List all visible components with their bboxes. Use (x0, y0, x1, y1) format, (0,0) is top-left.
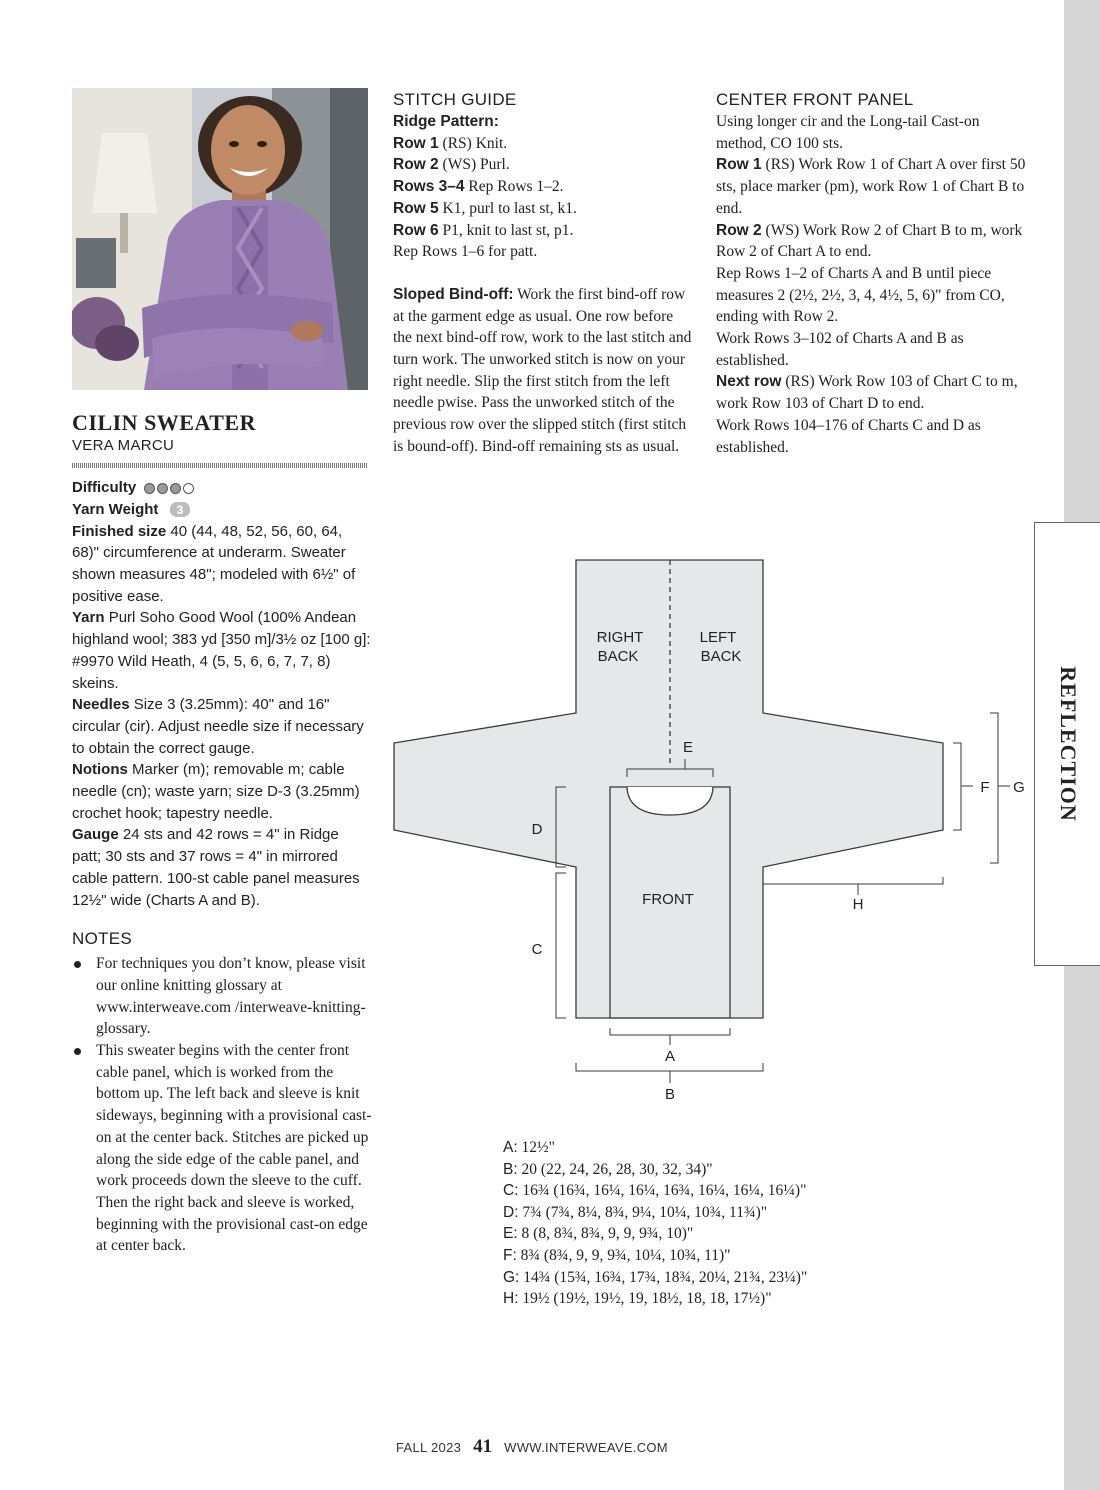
center-front-row1 (716, 154, 1026, 219)
measurement-value: 8¾ (8¾, 9, 9, 9¾, 10¼, 10¾, 11)" (520, 1246, 731, 1264)
yarn-text: Purl Soho Good Wool (100% Andean highland wool; 383 yd [350 m]/3½ oz [100 g]: #9970 Wild Heath, 4 (5, 5, 6, 6, 7, 7, 8) skeins. (72, 609, 371, 692)
yarn-label: Yarn (72, 609, 105, 627)
left-column (72, 410, 372, 1257)
section-tab-label: REFLECTION (1055, 666, 1081, 822)
measurement-key: D: (503, 1203, 519, 1221)
center-front-intro: Using longer cir and the Long-tail Cast-on method, CO 100 sts. (716, 113, 980, 152)
designer-name: VERA MARCU (72, 437, 175, 454)
gauge-info (72, 824, 372, 911)
measurement-key: H: (503, 1290, 519, 1308)
label-right-back: RIGHT (596, 629, 644, 646)
model-photo-image (72, 88, 368, 390)
stitch-guide-column (393, 89, 693, 458)
stitch-row (393, 133, 693, 155)
measurement-value: 20 (22, 24, 26, 28, 30, 32, 34)" (521, 1160, 713, 1178)
measurement-value: 8 (8, 8¾, 8¾, 9, 9, 9¾, 10)" (521, 1225, 694, 1243)
yarn-weight-value: 3 (176, 503, 183, 518)
center-front-next-row (716, 371, 1026, 414)
measurement-value: 16¾ (16¾, 16¼, 16¼, 16¾, 16¼, 16¼, 16¼)" (522, 1182, 807, 1200)
measurements-list (503, 1137, 903, 1310)
notes-list (72, 953, 372, 1257)
stitch-row-label: Row 2 (393, 156, 439, 174)
dimension-g (990, 713, 998, 863)
stitch-row (393, 198, 693, 220)
footer-url: WWW.INTERWEAVE.COM (504, 1440, 668, 1455)
difficulty-rating (144, 477, 196, 499)
needles-label: Needles (72, 696, 130, 714)
measurement-row (503, 1137, 903, 1159)
note-item: For techniques you don’t know, please visit our online knitting glossary at www.interweave.com /interweave-knitting-glossary. (72, 953, 372, 1040)
label-g: G (1013, 779, 1025, 796)
label-d: D (531, 821, 543, 838)
measurement-key: E: (503, 1225, 518, 1243)
finished-size-text: 40 (44, 48, 52, 56, 60, 64, 68)" circumference at underarm. Sweater shown measures 48"; modeled with 6½" of positive ease. (72, 522, 356, 605)
next-row-text: (RS) Work Row 103 of Chart C to m, work Row 103 of Chart D to end. (716, 373, 1018, 413)
measurement-key: A: (503, 1139, 518, 1156)
center-front-heading: CENTER FRONT PANEL (716, 90, 914, 109)
measurement-row (503, 1202, 903, 1224)
center-front-row2 (716, 220, 1026, 263)
repeat-instruction: Rep Rows 1–6 for patt. (393, 243, 538, 261)
notions-text: Marker (m); removable m; cable needle (cn); waste yarn; size D-3 (3.25mm) crochet hook; tapestry needle. (72, 761, 360, 822)
yarn-info (72, 607, 372, 694)
measurement-key: G: (503, 1268, 520, 1286)
measurement-value: 7¾ (7¾, 8¼, 8¾, 9¼, 10¼, 10¾, 11¾)" (522, 1203, 768, 1221)
schematic-drawing (380, 555, 1060, 1115)
stitch-row-text: Rep Rows 1–2. (468, 178, 564, 196)
ridge-pattern-heading (393, 111, 693, 133)
center-front-rows: Work Rows 3–102 of Charts A and B as established. (716, 330, 964, 369)
finished-size-label: Finished size (72, 522, 167, 540)
measurement-row (503, 1159, 903, 1181)
measurement-row (503, 1180, 903, 1202)
notes-heading: NOTES (72, 929, 133, 949)
dimension-c (556, 873, 566, 1018)
dimension-h (763, 877, 943, 884)
center-front-final: Work Rows 104–176 of Charts C and D as established. (716, 416, 981, 456)
yarn-weight-line (72, 499, 372, 521)
measurement-key: F: (503, 1246, 517, 1264)
next-row-label: Next row (716, 373, 782, 391)
label-front: FRONT (642, 891, 694, 908)
page-footer (0, 1436, 1064, 1458)
row1-text: (RS) Work Row 1 of Chart A over first 50 sts, place marker (pm), work Row 1 of Chart B to end. (716, 156, 1026, 217)
pattern-specs (72, 477, 372, 911)
label-c: C (531, 941, 543, 958)
measurement-row (503, 1288, 903, 1310)
sloped-bind-off-text: Work the first bind-off row at the garment edge as usual. One row before the next bind-off row, work to the last stitch and turn work. The unworked stitch is now on your right needle. Slip the first stitch from the left needle pwise. Pass the unworked stitch of the previous row over the slipped stitch (first stitch is bound-off). Bind-off remaining sts as usual. (393, 285, 692, 455)
difficulty-dot-icon (170, 483, 181, 494)
measurement-row (503, 1223, 903, 1245)
difficulty-line (72, 477, 372, 499)
measurement-row (503, 1245, 903, 1267)
label-f: F (980, 779, 990, 796)
stitch-row-label: Row 5 (393, 199, 439, 217)
stitch-row (393, 220, 693, 242)
center-front-column (716, 89, 1026, 458)
note-item: This sweater begins with the center front cable panel, which is worked from the bottom up. The left back and sleeve is knit sideways, beginning with a provisional cast-on at the center back. Stitches are picked up along the side edge of the cable panel, and work proceeds down the sleeve to the cuff. Then the right back and sleeve is worked, beginning with the provisional cast-on edge at center back. (72, 1040, 372, 1257)
measurement-row (503, 1267, 903, 1289)
finished-size (72, 521, 372, 608)
yarn-weight-icon (169, 501, 191, 518)
center-front-repeat: Rep Rows 1–2 of Charts A and B until piece measures 2 (2½, 2½, 3, 4, 4½, 5, 6)" from CO, ending with Row 2. (716, 264, 1005, 326)
sloped-bind-off-label: Sloped Bind-off: (393, 285, 514, 303)
row1-label: Row 1 (716, 156, 762, 174)
stitch-row-text: P1, knit to last st, p1. (442, 221, 574, 239)
row2-text: (WS) Work Row 2 of Chart B to m, work Row 2 of Chart A to end. (716, 221, 1023, 261)
sloped-bind-off (393, 284, 693, 458)
label-right-back: BACK (597, 648, 639, 665)
label-a: A (664, 1048, 676, 1065)
needles-info (72, 694, 372, 759)
difficulty-dot-icon (144, 483, 155, 494)
measurement-value: 12½" (521, 1139, 555, 1156)
notions-info (72, 759, 372, 824)
stitch-row-text: (RS) Knit. (442, 134, 508, 152)
pattern-title: CILIN SWEATER (72, 410, 256, 435)
row2-label: Row 2 (716, 221, 762, 239)
footer-page-number: 41 (473, 1436, 493, 1457)
label-b: B (664, 1086, 676, 1103)
stitch-row-text: K1, purl to last st, k1. (442, 199, 577, 217)
dimension-f (953, 743, 961, 830)
model-photo (72, 88, 368, 390)
stitch-row (393, 176, 693, 198)
divider-rule (72, 463, 368, 468)
gauge-label: Gauge (72, 826, 119, 844)
gauge-text: 24 sts and 42 rows = 4" in Ridge patt; 30 sts and 37 rows = 4" in mirrored cable pattern. 100-st cable panel measures 12½" wide (Charts A and B). (72, 826, 360, 909)
label-h: H (852, 896, 864, 913)
difficulty-dot-icon (183, 483, 194, 494)
measurement-value: 14¾ (15¾, 16¾, 17¾, 18¾, 20¼, 21¾, 23¼)" (523, 1268, 808, 1286)
stitch-row-label: Row 1 (393, 134, 439, 152)
ridge-pattern-label: Ridge Pattern: (393, 113, 499, 130)
measurement-key: C: (503, 1182, 519, 1200)
dimension-a (610, 1028, 730, 1035)
stitch-row (393, 154, 693, 176)
notions-label: Notions (72, 761, 128, 779)
footer-issue: FALL 2023 (396, 1440, 462, 1455)
difficulty-dot-icon (157, 483, 168, 494)
difficulty-label: Difficulty (72, 479, 137, 496)
sweater-schematic (380, 555, 1060, 1115)
measurement-key: B: (503, 1160, 518, 1178)
label-left-back: LEFT (699, 629, 737, 646)
stitch-guide-heading: STITCH GUIDE (393, 90, 517, 109)
label-left-back: BACK (700, 648, 742, 665)
label-e: E (682, 739, 694, 756)
yarn-weight-label: Yarn Weight (72, 500, 159, 518)
needles-text: Size 3 (3.25mm): 40" and 16" circular (cir). Adjust needle size if necessary to obtain the correct gauge. (72, 696, 364, 757)
measurement-value: 19½ (19½, 19½, 19, 18½, 18, 18, 17½)" (522, 1290, 772, 1308)
stitch-row-label: Rows 3–4 (393, 178, 465, 196)
stitch-row-label: Row 6 (393, 221, 439, 239)
stitch-row-text: (WS) Purl. (442, 156, 510, 174)
